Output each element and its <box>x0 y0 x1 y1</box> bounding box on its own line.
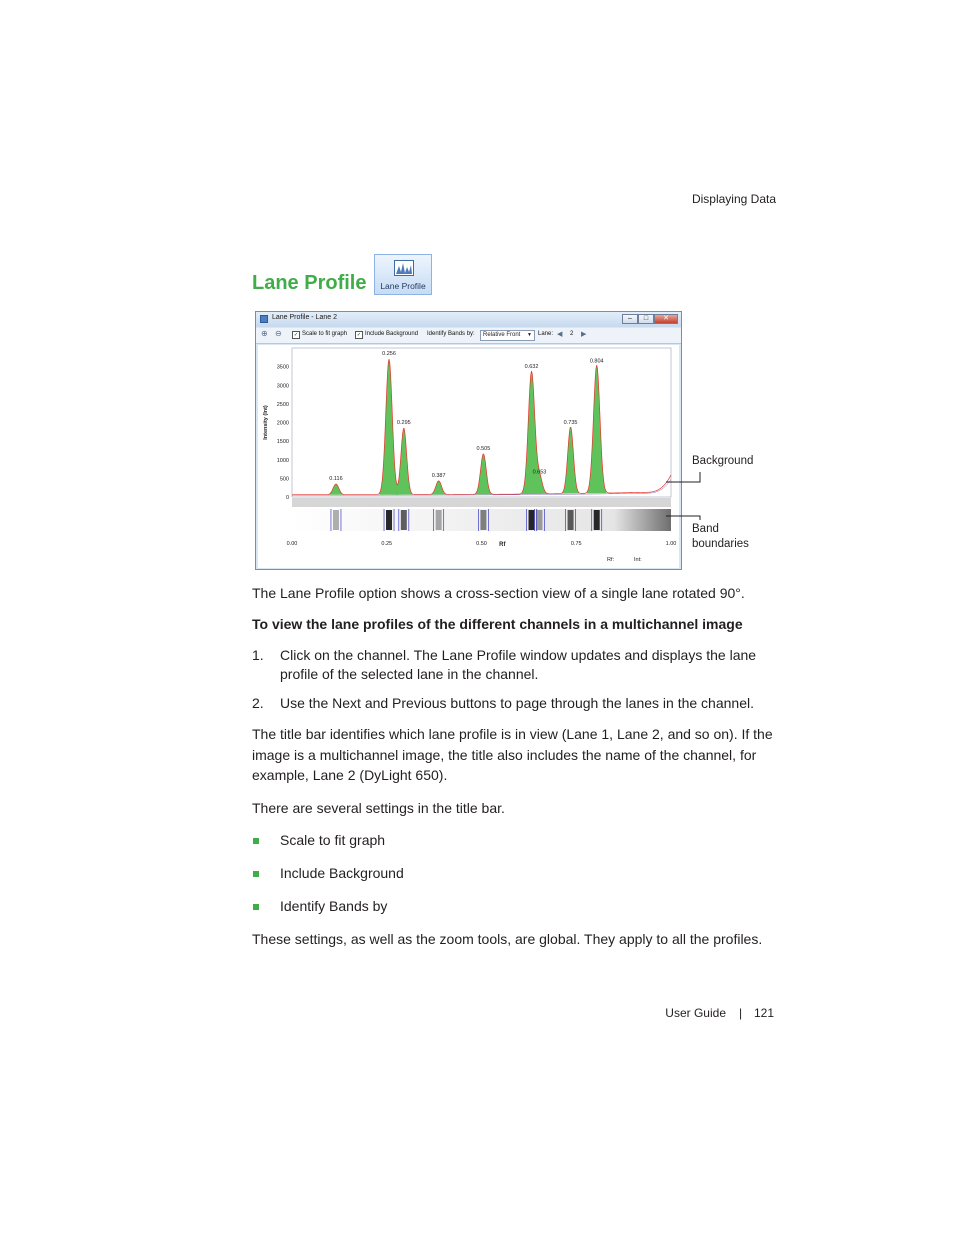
lane-band <box>401 510 407 530</box>
peak-label: 0.505 <box>476 446 491 453</box>
callout-lines <box>660 470 720 520</box>
lane-band <box>529 510 535 530</box>
lane-band <box>536 510 542 530</box>
background-callout: Background <box>692 455 754 467</box>
zoom-in-icon[interactable]: ⊕ <box>261 329 268 338</box>
lane-profile-plot-area <box>258 345 679 568</box>
title-bar-paragraph-line2: image is a multichannel image, the title also includes the name of the channel, for <box>252 747 757 763</box>
window-toolbar <box>256 328 681 344</box>
y-tick-label: 3500 <box>276 364 289 371</box>
y-tick-label: 0 <box>285 495 289 501</box>
include-background-checkbox[interactable] <box>355 331 418 339</box>
lane-profile-button-label: Lane Profile <box>380 281 426 291</box>
bullet-item: Include Background <box>280 865 404 881</box>
window-app-icon <box>260 315 268 323</box>
identify-bands-value: Relative Front <box>483 332 521 338</box>
lane-profile-icon <box>394 260 414 276</box>
minimize-button[interactable]: – <box>622 314 638 324</box>
lane-band <box>386 510 392 530</box>
dropdown-arrow-icon: ▼ <box>527 332 532 338</box>
lane-band <box>480 510 486 530</box>
peak-label: 0.632 <box>524 364 539 371</box>
section-title: Lane Profile <box>252 272 367 294</box>
lane-number: 2 <box>570 331 574 337</box>
peak-label: 0.116 <box>329 475 343 482</box>
y-tick-label: 3000 <box>276 383 289 390</box>
peak-label: 0.295 <box>396 420 411 427</box>
bullet-square-icon <box>253 838 259 844</box>
previous-lane-icon[interactable]: ◀ <box>557 331 563 338</box>
footer-separator: | <box>739 1006 743 1020</box>
band-callout-line2: boundaries <box>692 538 749 550</box>
window-title: Lane Profile - Lane 2 <box>272 314 337 321</box>
x-tick-label: 0.25 <box>381 541 393 547</box>
identify-bands-label: Identify Bands by: <box>427 331 475 337</box>
bullet-item: Scale to fit graph <box>280 832 386 848</box>
lane-profile-button[interactable] <box>374 254 432 295</box>
lane-band <box>333 510 339 530</box>
include-background-label: Include Background <box>365 331 419 337</box>
bullet-item: Identify Bands by <box>280 898 388 914</box>
scale-to-fit-checkbox[interactable] <box>292 331 347 339</box>
footer-guide: User Guide <box>665 1006 726 1020</box>
step-1-number: 1. <box>252 647 264 663</box>
step-2-line1: Use the Next and Previous buttons to page through the lanes in the channel. <box>280 695 754 711</box>
peak-label: 0.653 <box>532 469 547 476</box>
identify-bands-select[interactable] <box>480 330 535 341</box>
band-bar <box>292 498 671 507</box>
peak-label: 0.804 <box>589 358 604 365</box>
lane-band <box>568 510 574 530</box>
closing-paragraph: These settings, as well as the zoom tools, are global. They apply to all the profiles. <box>252 931 763 947</box>
lane-band <box>436 510 442 530</box>
next-lane-icon[interactable]: ▶ <box>581 331 587 338</box>
peak-label: 0.256 <box>382 351 396 358</box>
lane-profile-window <box>255 311 682 570</box>
scale-to-fit-check-icon: ✓ <box>293 332 299 338</box>
x-axis-label: Rf <box>499 542 506 548</box>
bullet-square-icon <box>253 871 259 877</box>
maximize-button[interactable]: □ <box>638 314 654 324</box>
window-titlebar <box>256 312 681 327</box>
rf-status-label: Rf: <box>607 557 615 563</box>
x-tick-label: 0.50 <box>476 541 487 547</box>
x-tick-label: 0.75 <box>570 541 582 547</box>
step-2-number: 2. <box>252 695 264 711</box>
lane-band <box>594 510 600 530</box>
y-tick-label: 500 <box>279 476 289 483</box>
zoom-out-icon[interactable]: ⊖ <box>275 329 282 338</box>
background-callout-line <box>666 472 700 482</box>
settings-intro: There are several settings in the title bar. <box>252 800 505 816</box>
running-head: Displaying Data <box>691 192 776 206</box>
scale-to-fit-label: Scale to fit graph <box>302 331 348 337</box>
y-tick-label: 2000 <box>276 420 289 427</box>
intro-paragraph: The Lane Profile option shows a cross-section view of a single lane rotated 90°. <box>252 585 745 601</box>
x-tick-label: 0.00 <box>286 541 298 547</box>
bullet-square-icon <box>253 904 259 910</box>
y-tick-label: 1500 <box>276 439 289 446</box>
include-background-check-icon: ✓ <box>356 332 362 338</box>
peak-label: 0.387 <box>431 472 446 479</box>
band-callout-line <box>666 516 700 520</box>
x-tick-label: 1.00 <box>665 541 677 547</box>
y-tick-label: 1000 <box>276 457 289 464</box>
peak-label: 0.735 <box>563 420 578 427</box>
lane-profile-chart[interactable] <box>258 345 679 568</box>
step-1-line2: profile of the selected lane in the channel. <box>280 666 539 682</box>
lane-label: Lane: <box>538 331 554 337</box>
band-callout-line1: Band <box>692 523 719 535</box>
y-axis-label: Intensity (Int) <box>263 405 269 440</box>
title-bar-paragraph-line3: example, Lane 2 (DyLight 650). <box>252 767 448 783</box>
step-1-line1: Click on the channel. The Lane Profile window updates and displays the lane <box>280 647 757 663</box>
int-status-label: Int: <box>634 557 642 563</box>
y-tick-label: 2500 <box>276 401 289 408</box>
page-number: 121 <box>754 1006 775 1020</box>
procedure-heading: To view the lane profiles of the different channels in a multichannel image <box>252 616 743 632</box>
close-button[interactable]: ✕ <box>654 314 678 324</box>
title-bar-paragraph-line1: The title bar identifies which lane profile is in view (Lane 1, Lane 2, and so on). If the <box>252 726 773 742</box>
